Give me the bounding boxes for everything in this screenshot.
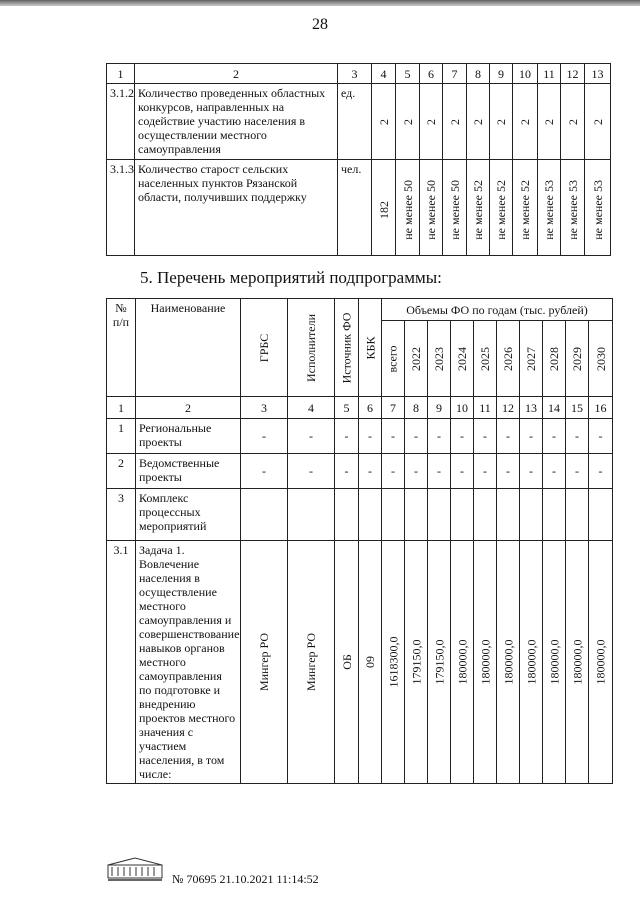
value: 2 — [542, 118, 556, 125]
source-value: ОБ — [339, 654, 354, 670]
kbk-header: КБК — [363, 336, 377, 359]
amount-value: 180000,0 — [593, 639, 608, 685]
year-header: 2023 — [432, 346, 446, 371]
amount-value: 180000,0 — [478, 639, 492, 685]
source-header: Источник ФО — [339, 312, 354, 383]
indicator-name: Количество старост сельских населенных пунктов Рязанской области, получивших поддержку — [135, 160, 338, 256]
year-header: 2027 — [524, 346, 538, 371]
value: не менее 52 — [471, 179, 485, 240]
value: 2 — [447, 118, 462, 125]
amount-value: 180000,0 — [501, 639, 515, 685]
value: не менее 53 — [590, 179, 605, 240]
activities-header-row — [107, 299, 613, 321]
value: 2 — [400, 118, 415, 125]
year-header: 2029 — [570, 346, 584, 371]
year-header: всего — [386, 344, 400, 373]
table-row — [107, 160, 611, 256]
value: 2 — [565, 118, 580, 125]
column-numbers-row: 1 2 3 4 5 6 7 8 9 10 11 12 13 14 15 16 — [107, 397, 613, 419]
value: 2 — [518, 118, 532, 125]
table-row — [107, 84, 611, 160]
value: не менее 50 — [447, 179, 462, 240]
indicators-header-row: 1 2 3 4 5 6 7 8 9 10 11 12 13 — [107, 64, 611, 84]
volumes-header: Объемы ФО по годам (тыс. рублей) — [382, 299, 613, 321]
amount-value: 180000,0 — [547, 639, 561, 685]
row-number: 3.1.3 — [107, 160, 135, 256]
registration-footer: № 70695 21.10.2021 11:14:52 — [172, 872, 319, 886]
num-header: № п/п — [107, 299, 136, 397]
unit: ед. — [338, 84, 372, 160]
amount-value: 180000,0 — [570, 639, 584, 685]
building-stamp-icon — [106, 856, 164, 882]
table-row: 2 Ведомственные проекты - - - - - - - - - - - - - - — [107, 454, 613, 489]
value: 2 — [376, 118, 391, 125]
year-header: 2022 — [409, 346, 423, 371]
page-number: 28 — [312, 16, 328, 33]
value: 2 — [471, 118, 485, 125]
amount-value: 179150,0 — [409, 639, 423, 685]
scan-top-edge — [0, 0, 640, 6]
table-row: 3.1 Задача 1. Вовлечение населения в осуществление местного самоуправления и совершенствование навыков органов местного самоуправления по подготовке и внедрению проектов местного значения с участием населения, в том числе: Мингер РО Мингер РО ОБ 09 1618300,0 179150,0 179150,0 180000,0 180000,0 180000,0 180000,0 180000,0 180000,0 180000,0 — [107, 541, 613, 784]
year-header: 2028 — [547, 346, 561, 371]
value: 2 — [590, 118, 605, 125]
value: 2 — [424, 118, 438, 125]
value: не менее 53 — [565, 179, 580, 240]
indicator-name: Количество проведенных областных конкурсов, направленных на содействие участию населения в осуществлении местного самоуправления — [135, 84, 338, 160]
value: не менее 50 — [400, 179, 415, 240]
amount-value: 180000,0 — [455, 639, 469, 685]
row-number: 3.1.2 — [107, 84, 135, 160]
executor-value: Мингер РО — [304, 632, 318, 692]
executors-header: Исполнители — [304, 313, 319, 382]
unit: чел. — [338, 160, 372, 256]
year-header: 2025 — [478, 346, 492, 371]
grbs-header: ГРБС — [257, 333, 271, 362]
table-row: 1 Региональные проекты - - - - - - - - - - - - - - — [107, 419, 613, 454]
amount-value: 180000,0 — [524, 639, 538, 685]
amount-value: 1618300,0 — [386, 636, 400, 688]
amount-value: 179150,0 — [432, 639, 446, 685]
value: 2 — [494, 118, 508, 125]
value: не менее 53 — [542, 179, 556, 240]
activities-table — [106, 298, 613, 784]
value: не менее 52 — [518, 179, 532, 240]
section-title: 5. Перечень мероприятий подпрограммы: — [140, 268, 442, 287]
indicators-table — [106, 63, 611, 256]
kbk-value: 09 — [363, 656, 377, 668]
year-header: 2030 — [593, 346, 608, 371]
name-header: Наименование — [136, 299, 241, 397]
year-header: 2024 — [455, 346, 469, 371]
value: не менее 50 — [424, 179, 438, 240]
value: не менее 52 — [494, 179, 508, 240]
year-header: 2026 — [501, 346, 515, 371]
value: 182 — [376, 200, 391, 219]
table-row: 3 Комплекс процессных мероприятий — [107, 489, 613, 541]
grbs-value: Мингер РО — [257, 632, 271, 692]
